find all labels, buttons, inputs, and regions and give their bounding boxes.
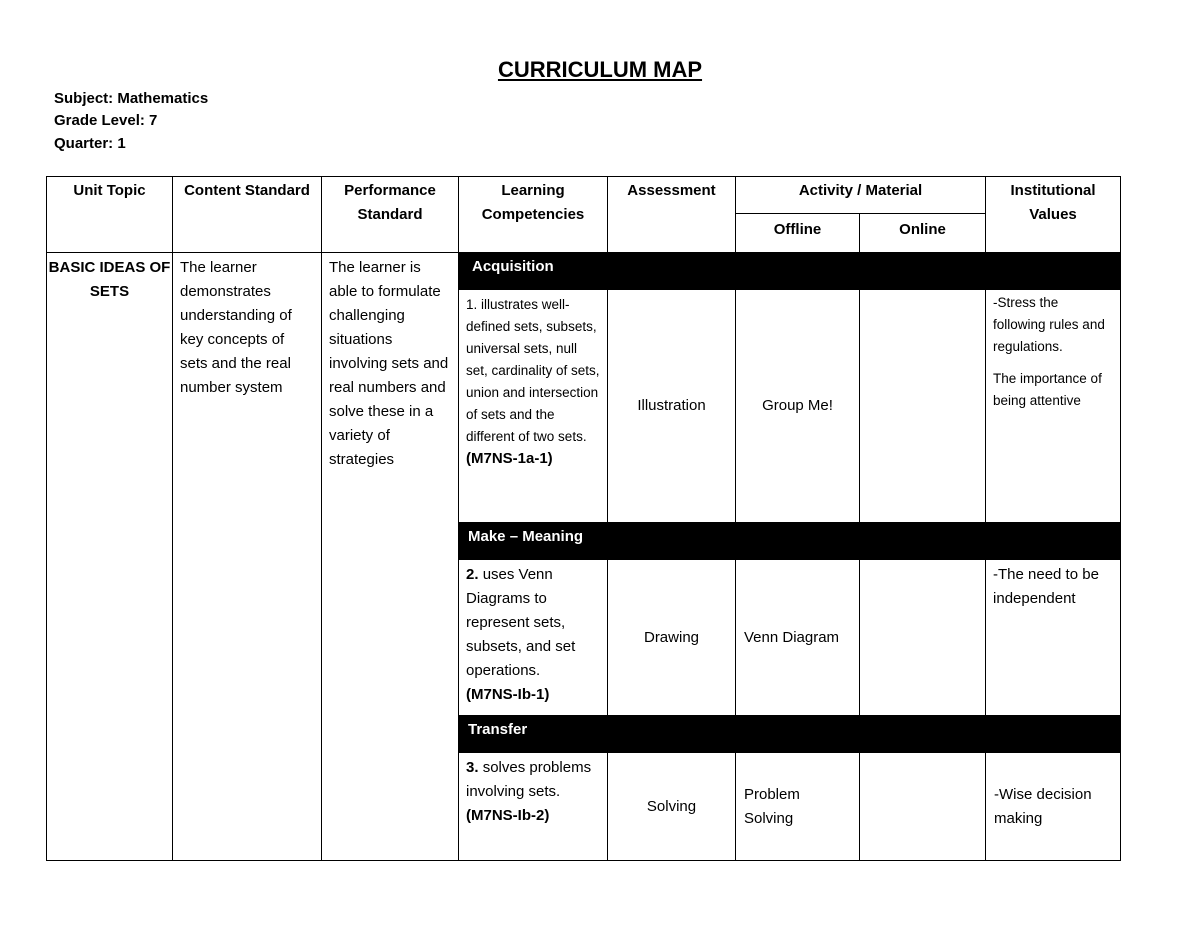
online-cell-3 <box>860 753 986 861</box>
offline-cell-1: Group Me! <box>736 290 860 523</box>
performance-standard-cell <box>322 253 459 861</box>
competency-number-1: 1. <box>466 297 478 312</box>
performance-standard-text: The learner is able to formulate challenging situations involving sets and real numbers and solve these in a variety of strategies <box>329 259 449 468</box>
values-text-1b: The importance of being attentive <box>993 371 1102 408</box>
header-unit-topic: Unit Topic <box>47 177 173 253</box>
competency-cell-3 <box>459 753 608 861</box>
competency-text-1: illustrates well-defined sets, subsets, universal sets, null set, cardinality of sets, union and intersection of sets and the different of two sets. <box>466 297 600 444</box>
header-institutional-values: Institutional Values <box>986 177 1121 253</box>
competency-number-2: 2. <box>466 566 479 583</box>
assessment-cell-3: Solving <box>608 753 736 861</box>
header-performance-standard: Performance Standard <box>322 177 459 253</box>
header-online: Online <box>860 214 986 253</box>
values-text-1a: -Stress the following rules and regulations. <box>993 295 1105 354</box>
values-cell-3 <box>986 753 1121 861</box>
header-content-standard: Content Standard <box>173 177 322 253</box>
grade-level-line: Grade Level: 7 <box>54 112 158 129</box>
offline-cell-3 <box>736 753 860 861</box>
values-cell-1 <box>986 290 1121 523</box>
header-assessment: Assessment <box>608 177 736 253</box>
stage-label-cell <box>459 523 1121 560</box>
online-cell-1 <box>860 290 986 523</box>
stage-label-acquisition: Acquisition <box>472 258 554 275</box>
stage-label-make-meaning: Make – Meaning <box>468 528 584 545</box>
offline-text-3: Problem Solving <box>744 785 800 827</box>
header-offline: Offline <box>736 214 860 253</box>
competency-cell-1 <box>459 290 608 523</box>
content-standard-text: The learner demonstrates understanding of key concepts of sets and the real number system <box>180 259 292 396</box>
assessment-cell-1: Illustration <box>608 290 736 523</box>
subject-line: Subject: Mathematics <box>54 90 209 107</box>
competency-text-2: uses Venn Diagrams to represent sets, subsets, and set operations. <box>466 566 576 679</box>
competency-cell-2 <box>459 560 608 716</box>
stage-band-acquisition <box>47 253 1121 290</box>
offline-cell-2: Venn Diagram <box>736 560 860 716</box>
values-text-2: -The need to be independent <box>993 566 1099 607</box>
online-cell-2 <box>860 560 986 716</box>
values-text-3: -Wise decision making <box>994 785 1092 827</box>
competency-number-3: 3. <box>466 759 479 776</box>
assessment-cell-2: Drawing <box>608 560 736 716</box>
header-row <box>47 177 1121 214</box>
content-standard-cell <box>173 253 322 861</box>
unit-topic: BASIC IDEAS OF SETS <box>48 259 171 300</box>
header-learning-competencies: Learning Competencies <box>459 177 608 253</box>
quarter-line: Quarter: 1 <box>54 135 126 152</box>
stage-label-transfer: Transfer <box>468 721 528 738</box>
values-cell-2 <box>986 560 1121 716</box>
competency-code-1: (M7NS-1a-1) <box>466 450 553 467</box>
stage-label-cell <box>459 716 1121 753</box>
page-title: CURRICULUM MAP <box>497 57 703 82</box>
header-activity-material: Activity / Material <box>736 177 986 214</box>
competency-code-2: (M7NS-Ib-1) <box>466 686 550 703</box>
curriculum-map-table <box>46 176 1121 861</box>
unit-topic-cell <box>47 253 173 861</box>
stage-label-cell <box>459 253 1121 290</box>
competency-code-3: (M7NS-Ib-2) <box>466 807 550 824</box>
competency-text-3: solves problems involving sets. <box>466 759 592 800</box>
